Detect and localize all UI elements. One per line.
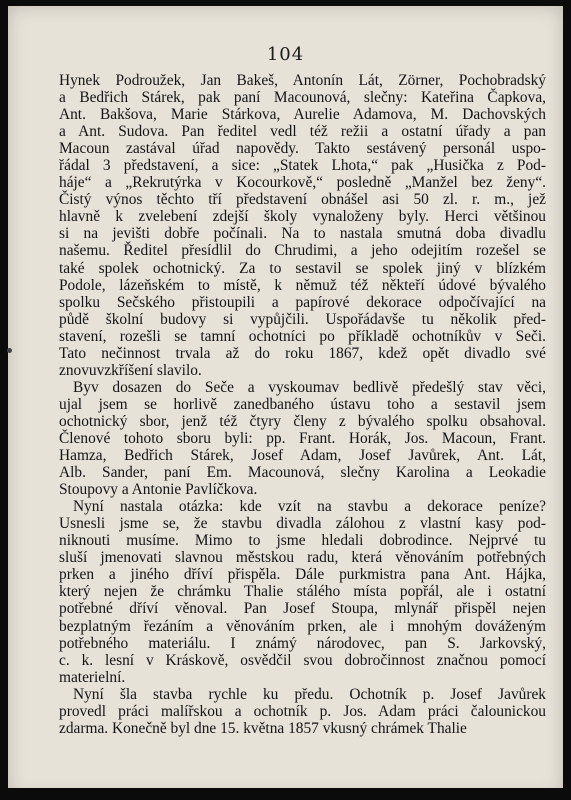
text-line: Stoupovy a Antonie Pavlíčkova.	[59, 481, 258, 499]
paragraph	[59, 72, 546, 379]
paragraph	[59, 686, 546, 737]
page-number: 104	[266, 44, 305, 65]
text-line: Macoun zastával úřad napovědy. Takto sestávený personál uspo-	[59, 140, 546, 158]
text-line: spolku Sečského přistoupili a papírové dekorace odpočívající na	[59, 293, 546, 311]
text-line: háje“ a „Rekrutýrka v Kocourkově,“ posledně „Manžel bez ženy“.	[59, 174, 546, 192]
text-line: niknouti musíme. Mimo to jsme hledali dobrodince. Nejprvé tu	[59, 532, 546, 550]
paragraph	[59, 379, 546, 498]
text-line: Hamza, Bedřich Stárek, Josef Adam, Josef Javůrek, Ant. Lát,	[59, 447, 546, 465]
text-line: Hynek Podroužek, Jan Bakeš, Antonín Lát, Zörner, Pochobradský	[59, 72, 546, 89]
text-line: Byv dosazen do Seče a vyskoumav bedlivě předešlý stav věci,	[73, 378, 546, 396]
text-line: Ant. Bakšova, Marie Stárkova, Aurelie Adamova, M. Dachovských	[59, 106, 546, 124]
text-line: ochotnický sbor, jenž též čtyry členy z bývalého spolku obsahoval.	[59, 412, 546, 430]
text-line: potřebného materiálu. I známý národovec, pan S. Jarkovský,	[59, 634, 546, 652]
text-line: Podole, lázeňském to místě, k němuž též někteří údové bývalého	[59, 276, 546, 294]
text-line: potřebné dříví věnoval. Pan Josef Stoupa, mlynář přispěl nejen	[59, 600, 546, 618]
text-line: sluší jmenovati slavnou městskou radu, která věnováním potřebných	[59, 549, 546, 567]
text-line: také spolek ochotnický. Za to sestavil se spolek jiný v blízkém	[59, 259, 546, 277]
text-line: Členové tohoto sboru byli: pp. Frant. Horák, Jos. Macoun, Frant.	[59, 429, 546, 447]
page-bottom-edge	[8, 788, 563, 796]
text-line: a Bedřich Stárek, pak paní Macounová, slečny: Kateřina Čapkova,	[59, 89, 546, 107]
text-line: znovuvzkříšení slavilo.	[59, 361, 202, 379]
text-line: Alb. Sander, paní Em. Macounová, slečny Karolina a Leokadie	[59, 464, 546, 482]
text-line: našemu. Ředitel přesídlil do Chrudimi, a jeho odejitím rozešel se	[59, 242, 546, 260]
text-line: si na jevišti dobře počínali. Na to nastala smutná doba divadlu	[59, 225, 546, 243]
book-page	[8, 6, 563, 796]
text-line: a Ant. Sudova. Pan ředitel vedl též režii a ostatní úřady a pan	[59, 123, 546, 141]
text-line: Usnesli jsme se, že stavbu divadla zálohou z vlastní kasy pod-	[59, 515, 546, 533]
text-line: c. k. lesní v Kráskově, osvědčil svou dobročinnost značnou pomocí	[59, 651, 546, 669]
text-line: půdě školní budovy si vypůjčili. Uspořádavše tu několik před-	[59, 310, 546, 328]
text-line: Nyní nastala otázka: kde vzít na stavbu a dekorace peníze?	[73, 498, 546, 516]
paragraph	[59, 498, 546, 686]
text-line: prken a jiného dříví přispěla. Dále purkmistra pana Ant. Hájka,	[59, 566, 546, 584]
text-line: řádal 3 představení, a sice: „Statek Lhota,“ pak „Husička z Pod-	[59, 157, 546, 175]
text-line: Nyní šla stavba rychle ku předu. Ochotník p. Josef Javůrek	[73, 685, 546, 703]
text-line: Tato nečinnost trvala až do roku 1867, kdež opět divadlo své	[59, 344, 546, 362]
text-line: provedl práci malířskou a ochotník p. Jos. Adam práci čalounickou	[59, 702, 546, 720]
text-line: materielní.	[59, 668, 126, 686]
text-line: ujal jsem se horlivě zanedbaného ústavu toho a sestavil jsem	[59, 395, 546, 413]
text-line: bezplatným řezáním a věnováním prken, ale i mnohým dováženým	[59, 617, 546, 635]
page-body-text	[59, 72, 546, 737]
text-line: stavení, rozešli se tamní ochotníci po příkladě ochotníkův v Seči.	[59, 327, 546, 345]
margin-dot-mark	[7, 348, 12, 353]
text-line: který nejen že chrámku Thalie stálého místa popřál, ale i ostatní	[59, 583, 546, 601]
text-line: zdarma. Konečně byl dne 15. května 1857 vkusný chrámek Thalie	[59, 719, 467, 737]
text-line: Čistý výnos těchto tří představení obnášel asi 50 zl. r. m., jež	[59, 191, 546, 209]
text-line: hlavně k zvelebení zdejší školy vynaloženy byly. Herci většinou	[59, 208, 546, 226]
